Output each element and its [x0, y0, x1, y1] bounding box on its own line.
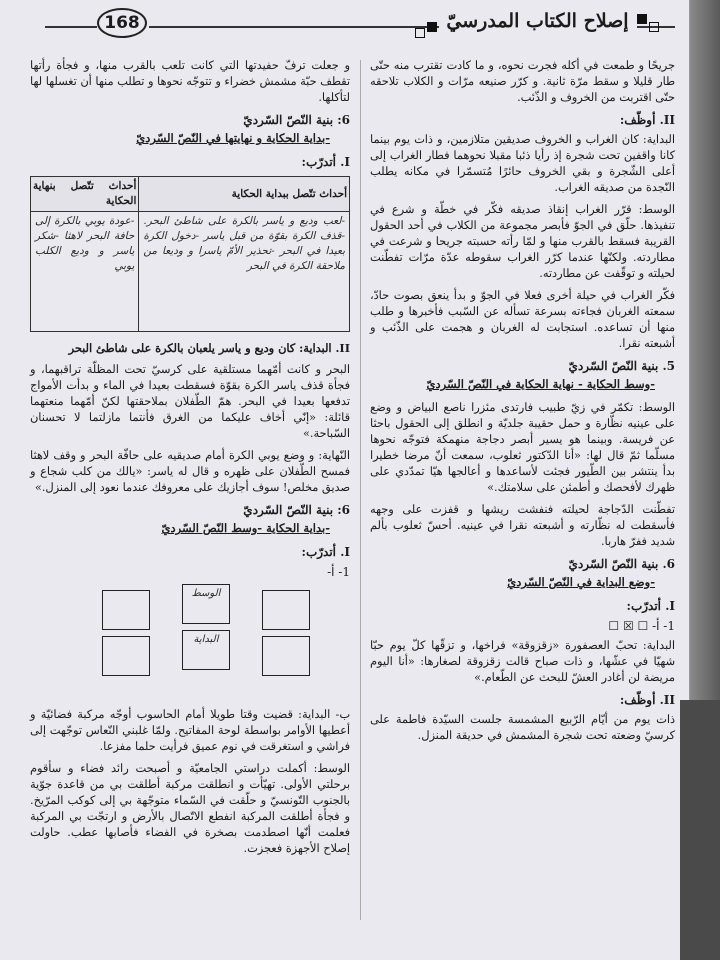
exercise-heading: I. أتدرّب:	[626, 599, 675, 613]
left-column	[30, 58, 350, 938]
section-heading: 6: بنية النّصّ السّرديّ	[243, 503, 350, 517]
paragraph: تفطّنت الدّجاجة لحيلته فنفشت ريشها و قفزت على وجهه فأسقطت له نظّارته و أشبعته نقرا في عينيه. أحسّ ثعلوب بألم شديد ففرّ هاربا.	[370, 503, 675, 548]
section-subheading: -بداية الحكاية -وسط النّصّ السّرديّ	[161, 521, 330, 535]
table-cell: -عودة يوبي بالكرة إلى حافة البحر لاهثا -شكر ياسر و وديع الكلب يوبي	[31, 212, 139, 332]
square-ornament-icon	[649, 22, 659, 32]
section-subheading: -بداية الحكاية و نهايتها في النّصّ السّرديّ	[136, 131, 330, 145]
section-subheading: -وضع البداية في النّصّ السّرديّ	[507, 575, 655, 589]
paragraph: فكّر الغراب في حيلة أخرى فعلا في الجوّ و بدأ ينعق بصوت حادّ، سمعته الغربان فجاءته بسرعة تسأله عن السّبب فأخبرها و طلب منها أن تساعده. استجابت له الغربان و هجمت على الذّئب و أشبعته نقرا.	[370, 289, 675, 350]
answer-box	[102, 590, 150, 630]
paragraph: ب- البداية: قضيت وقتا طويلا أمام الحاسوب أوجّه مركبة فضائيّة و أعطيها الأوامر بواسطة لوحة المفاتيح. ولمّا غلبني النّعاس توجّهت إلى فراشي و استغرقت في نوم عميق فرأيت حلما مفزعا.	[30, 708, 350, 753]
paragraph: الوسط: تكمّر في زيّ طبيب فارتدى مئزرا ناصع البياض و وضع على عينيه نظّارة و حمل حقيبة جلديّة و انطلق إلى الحقول باحثا عن فريسة. وبينما هو يسير أبصر دجاجة منهمكة فتوجّه نحوها مسلّما ثمّ قال لها: «أنا الدّكتور ثعلوب، سمعت أنّ مرضا خطيرا بدأ ينتشر بين الطّيور فجئت لأساعدها و أعالجها هيّا تمدّدي على ظهرك لأفحصك و أطمئن على سلامتك.»	[370, 401, 675, 494]
page-corner-shadow	[680, 700, 720, 960]
table-cell: -لعب وديع و ياسر بالكرة على شاطئ البحر. -قذف الكرة بقوّة من قبل ياسر -دخول الكرة بعيدا في البحر -تحذير الأمّ ياسرا و وديعا من ملاحقة الكرة في البحر	[139, 212, 350, 332]
answer-box-start: البداية	[182, 630, 230, 670]
column-divider	[360, 60, 361, 920]
section-heading: 5. بنية النّصّ السّرديّ	[568, 359, 675, 373]
answer-box	[102, 636, 150, 676]
ordering-boxes	[30, 584, 350, 699]
square-ornament-icon	[637, 14, 647, 24]
header-rule-middle	[149, 26, 439, 28]
section-heading: II. أوظّف:	[619, 113, 675, 127]
paragraph: الوسط: أكملت دراستي الجامعيّة و أصبحت رائد فضاء و سأقوم برحلتي الأولى. تهيّأت و انطلقت مركبة أطلقت بي من قاعدة جوّية بالجنوب التّونسيّ و حلّقت في السّماء متوجّهة بي إلى كوكب المرّيخ. و فجأة أطلقت المركبة انفطع الاتّصال بالأرض و ارتجّت بي المركبة فعلمت أنّها اصطدمت بصخرة في الفضاء فأصابها عطب. حاولت إصلاح الأجهزة فعجزت.	[30, 762, 350, 855]
page-number: 168	[97, 8, 147, 38]
page-header	[45, 8, 675, 48]
header-rule-left	[45, 26, 97, 28]
paragraph: الوسط: قرّر الغراب إنقاذ صديقه فكّر في خطّة و شرع في تنفيذها. حلّق في الجوّ فأبصر مجموعة من الكلاب في أحد الحقول القريبة فسقط بالقرب منها و لمّا رأته حسبته جريحا و شرعت في مطاردته. ولكنّها عندما كرّر الغراب سقوطه عدّة مرّات تفطّنت لحيلته و توقّفت عن مطاردته.	[370, 203, 675, 280]
exercise-label: 1- أ-	[327, 565, 350, 579]
section-subheading: -وسط الحكاية - نهاية الحكاية في النّصّ السّرديّ	[426, 377, 655, 391]
paragraph: ذات يوم من أيّام الرّبيع المشمسة جلست السيّدة فاطمة على كرسيّ وضعته تحت شجرة المشمش في حديقة المنزل.	[370, 713, 675, 742]
exercise-heading: I. أتدرّب:	[301, 545, 350, 559]
answer-box	[262, 590, 310, 630]
paragraph: البداية: تحبّ العصفورة «زقزوقة» فراخها، و تزقّها كلّ يوم حبّا شهيّا في عشّها، و ذات صباح قالت زقزوقة لصغارها: «أنا اليوم مريضة لن أغادر العشّ للبحث عن الطّعام.»	[370, 639, 675, 684]
paragraph: النّهاية: و وضع يوبي الكرة أمام صديقيه على حافّة البحر و وقف لاهثا فمسح الطّفلان على ظهره و قال له ياسر: «يالك من كلب شجاع و صديق مخلص! سوف أجازيك على معروفك عندما نعود إلى المنزل.»	[30, 449, 350, 494]
paragraph: و جعلت ترفّ حفيدتها التي كانت تلعب بالقرب منها، و فجأة رأتها تقطف حبّة مشمش خضراء و تتوجّه نحوها و تطلب منها أن تغسلها لها لتأكلها.	[30, 59, 350, 104]
table-header: أحداث تتّصل بنهاية الحكاية	[31, 177, 139, 212]
exercise-heading: I. أتدرّب:	[301, 155, 350, 169]
right-column	[370, 58, 675, 828]
square-ornament-icon	[415, 28, 425, 38]
exercise-heading: II. أوظّف:	[619, 693, 675, 707]
table-header: أحداث تتّصل ببداية الحكاية	[139, 177, 350, 212]
exercise-checkbox-row: 1- أ- ☐ ☒ ☐	[608, 619, 675, 633]
table-header-row	[31, 177, 350, 212]
answer-box-middle: الوسط	[182, 584, 230, 624]
section-heading: 6: بنية النّصّ السّرديّ	[243, 113, 350, 127]
paragraph: II. البداية: كان وديع و ياسر يلعبان بالكرة على شاطئ البحر	[68, 341, 350, 355]
paragraph: البحر و كانت أمّهما مستلقية على كرسيّ تحت المظلّة تراقبهما، و فجأة قذف ياسر الكرة بقوّة فسقطت بعيدا في الماء و بدأت الأمواج تدفعها بعيدا في البحر. همّ الطّفلان بملاحقتها لكنّ أمّهما منعتهما قائلة: «إنّي أخاف عليكما من الغرق فأنتما مازلتما لا تحسنان السّباحة.»	[30, 363, 350, 440]
table-row	[31, 212, 350, 332]
answer-box	[262, 636, 310, 676]
square-ornament-icon	[427, 22, 437, 32]
events-table	[30, 176, 350, 332]
section-heading: 6. بنية النّصّ السّرديّ	[568, 557, 675, 571]
paragraph: جريحًا و طمعت في أكله فجرت نحوه، و ما كادت تقترب منه حتّى طار قليلا و سقط مرّة ثانية. و كرّر صنيعه مرّات و الكلاب تلاحقه حتّى اقتربت من الخروف و الذّئب.	[370, 59, 675, 104]
paragraph: البداية: كان الغراب و الخروف صديقين متلازمين، و ذات يوم بينما كانا واقفين تحت شجرة إذ رأيا ذئبا مقبلا نحوهما فطار الغراب إلى أعلى الشّجرة و بقي الخروف حائرًا مُتسمّرا في مكانه يطلب النّجدة من صديقه الغراب.	[370, 133, 675, 194]
book-title: إصلاح الكتاب المدرسيّ	[440, 10, 635, 42]
